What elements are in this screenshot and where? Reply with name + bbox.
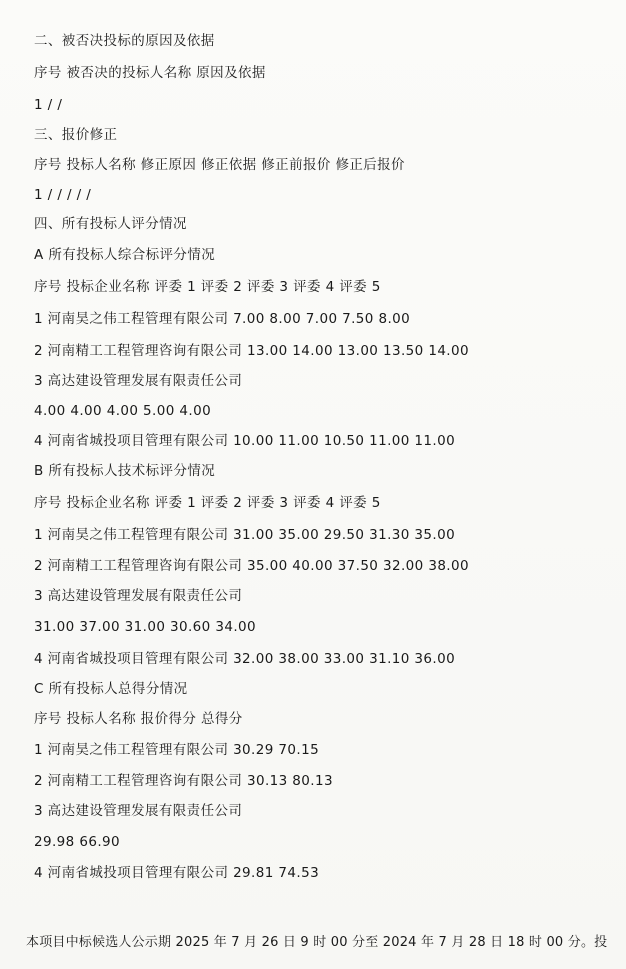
- part-a-row: 1 河南昊之伟工程管理有限公司 7.00 8.00 7.00 7.50 8.00: [34, 311, 411, 327]
- section-3-row: 1 / / / / /: [34, 187, 92, 203]
- publicity-period-text: 本项目中标候选人公示期 2025 年 7 月 26 日 9 时 00 分至 2024 年 7 月 28 日 18 时 00 分。投: [26, 935, 608, 950]
- part-a-row-scores: 4.00 4.00 4.00 5.00 4.00: [34, 403, 212, 419]
- section-3-heading: 三、报价修正: [34, 127, 118, 143]
- part-c-row: 4 河南省城投项目管理有限公司 29.81 74.53: [34, 865, 320, 881]
- section-2-row: 1 / /: [34, 97, 63, 113]
- part-c-title: C 所有投标人总得分情况: [34, 681, 188, 697]
- part-a-row: 4 河南省城投项目管理有限公司 10.00 11.00 10.50 11.00 11.00: [34, 433, 456, 449]
- part-b-row: 4 河南省城投项目管理有限公司 32.00 38.00 33.00 31.10 36.00: [34, 651, 456, 667]
- section-4-heading: 四、所有投标人评分情况: [34, 216, 187, 232]
- part-a-title: A 所有投标人综合标评分情况: [34, 247, 216, 263]
- part-c-row: 3 高达建设管理发展有限责任公司: [34, 803, 243, 819]
- part-c-header-row: 序号 投标人名称 报价得分 总得分: [34, 711, 243, 727]
- part-a-row: 2 河南精工工程管理咨询有限公司 13.00 14.00 13.00 13.50 14.00: [34, 343, 469, 359]
- section-2-heading: 二、被否决投标的原因及依据: [34, 33, 215, 49]
- section-2-header-row: 序号 被否决的投标人名称 原因及依据: [34, 65, 266, 81]
- part-c-row-scores: 29.98 66.90: [34, 834, 120, 850]
- part-c-row: 1 河南昊之伟工程管理有限公司 30.29 70.15: [34, 742, 320, 758]
- part-c-row: 2 河南精工工程管理咨询有限公司 30.13 80.13: [34, 773, 333, 789]
- part-b-row-scores: 31.00 37.00 31.00 30.60 34.00: [34, 619, 257, 635]
- part-b-row: 1 河南昊之伟工程管理有限公司 31.00 35.00 29.50 31.30 35.00: [34, 527, 456, 543]
- part-b-header-row: 序号 投标企业名称 评委 1 评委 2 评委 3 评委 4 评委 5: [34, 495, 381, 511]
- part-a-row: 3 高达建设管理发展有限责任公司: [34, 373, 243, 389]
- part-b-row: 2 河南精工工程管理咨询有限公司 35.00 40.00 37.50 32.00 38.00: [34, 558, 469, 574]
- section-3-header-row: 序号 投标人名称 修正原因 修正依据 修正前报价 修正后报价: [34, 157, 405, 173]
- part-a-header-row: 序号 投标企业名称 评委 1 评委 2 评委 3 评委 4 评委 5: [34, 279, 381, 295]
- part-b-row: 3 高达建设管理发展有限责任公司: [34, 588, 243, 604]
- part-b-title: B 所有投标人技术标评分情况: [34, 463, 216, 479]
